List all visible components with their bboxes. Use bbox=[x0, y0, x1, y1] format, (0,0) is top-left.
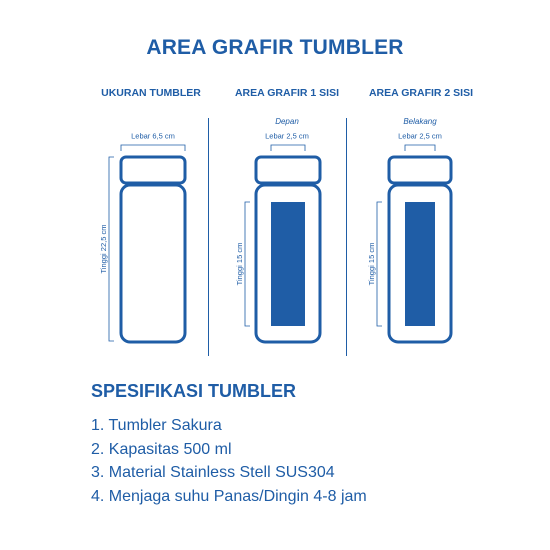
engrave-height-dimension bbox=[245, 202, 250, 326]
engrave-width-dimension bbox=[405, 145, 435, 151]
engrave-width-dimension bbox=[271, 145, 305, 151]
engrave-area bbox=[271, 202, 305, 326]
tumbler-size-figure bbox=[99, 132, 185, 343]
spec-list bbox=[91, 414, 367, 508]
side-label-front: Depan bbox=[275, 117, 299, 126]
engrave-two-side-figure bbox=[367, 117, 451, 342]
column-heading-two-side: AREA GRAFIR 2 SISI bbox=[368, 87, 474, 99]
tumbler-lid bbox=[389, 157, 451, 183]
page-title: AREA GRAFIR TUMBLER bbox=[146, 36, 404, 59]
spec-item: 2. Kapasitas 500 ml bbox=[91, 440, 232, 458]
spec-title: SPESIFIKASI TUMBLER bbox=[91, 381, 297, 401]
engrave-height-dimension bbox=[377, 202, 382, 326]
spec-item: 3. Material Stainless Stell SUS304 bbox=[91, 464, 335, 481]
width-dimension-line bbox=[121, 145, 185, 151]
tumbler-body bbox=[121, 185, 185, 342]
engrave-width-label: Lebar 2,5 cm bbox=[398, 131, 442, 141]
tumbler-lid bbox=[121, 157, 185, 183]
spec-item: 4. Menjaga suhu Panas/Dingin 4-8 jam bbox=[91, 487, 367, 505]
engrave-height-label: Tinggi 15 cm bbox=[235, 242, 244, 286]
engrave-width-label: Lebar 2,5 cm bbox=[265, 131, 309, 141]
column-heading-size: UKURAN TUMBLER bbox=[101, 87, 201, 99]
engrave-area bbox=[405, 202, 435, 326]
height-dimension-line bbox=[109, 157, 114, 341]
engrave-height-label: Tinggi 15 cm bbox=[367, 242, 376, 286]
column-heading-one-side: AREA GRAFIR 1 SISI bbox=[234, 87, 340, 99]
tumbler-lid bbox=[256, 157, 320, 183]
side-label-back: Belakang bbox=[403, 117, 437, 126]
width-label: Lebar 6,5 cm bbox=[131, 131, 175, 141]
height-label: Tinggi 22,5 cm bbox=[99, 224, 108, 274]
engrave-one-side-figure bbox=[235, 117, 320, 342]
spec-item: 1. Tumbler Sakura bbox=[91, 417, 222, 434]
